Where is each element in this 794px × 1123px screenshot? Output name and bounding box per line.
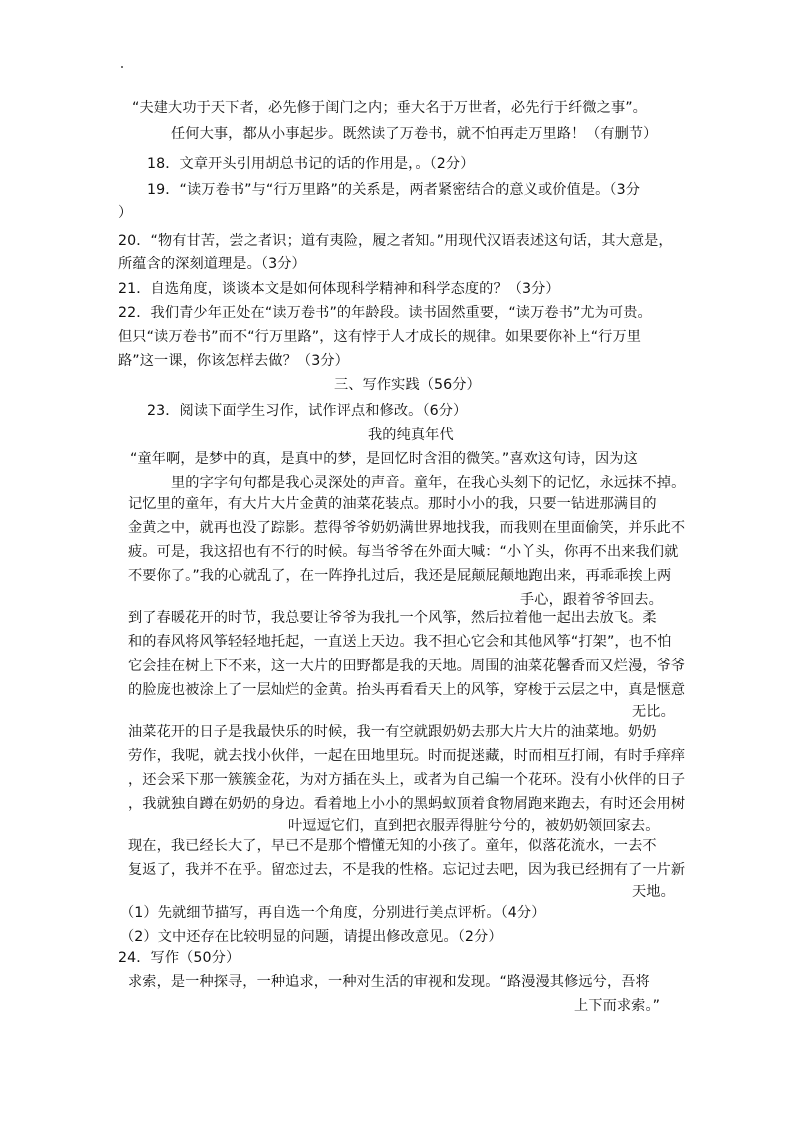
prompt-line: 上下而求索。” [574,998,661,1014]
text-line: 任何大事，都从小事起步。既然读了万卷书，就不怕再走万里路！ [171,126,586,142]
question-22-cont: 路”这一课，你该怎样去做？（3分） [118,353,349,369]
question-24: 24．写作（50分） [118,950,241,966]
essay-line: 和的春风将风筝轻轻地托起，一直送上天边。我不担心它会和其他风筝“打架”，也不怕 [128,634,672,650]
essay-line: 金黄之中，就再也没了踪影。惹得爷爷奶奶满世界地找我，而我则在里面偷笑，并乐此不 [128,520,686,536]
essay-line: 手心，跟着爷爷回去。 [520,592,663,608]
essay-line: 劳作，我呢，就去找小伙伴，一起在田地里玩。时而捉迷藏，时而相互打闹，有时手痒痒 [128,748,686,764]
essay-title: 我的纯真年代 [368,427,454,443]
essay-line: 记忆里的童年，有大片大片金黄的油菜花装点。那时小小的我，只要一钻进那满目的 [128,496,657,512]
essay-line: 现在，我已经长大了，早已不是那个懵懂无知的小孩了。童年，似落花流水，一去不 [128,838,657,854]
question-20: 20．“物有甘苦，尝之者识；道有夷险，履之者知。”用现代汉语表述这句话，其大意是， [118,233,673,249]
essay-line: “童年啊，是梦中的真，是真中的梦，是回忆时含泪的微笑。”喜欢这句诗，因为这 [130,451,638,467]
question-20-cont: 所蕴含的深刻道理是。（3分） [118,256,306,272]
question-23-part-1: （1）先就细节描写，再自选一个角度，分别进行美点评析。（4分） [120,905,546,921]
essay-line: ，还会采下那一簇簇金花，为对方插在头上，或者为自己编一个花环。没有小伙伴的日子 [128,772,686,788]
essay-line: 复返了，我并不在乎。留恋过去，不是我的性格。忘记过去吧，因为我已经拥有了一片新 [128,862,686,878]
question-19: 19．“读万卷书”与“行万里路”的关系是，两者紧密结合的意义或价值是。（3分 [147,182,640,198]
essay-line: 叶逗逗它们，直到把衣服弄得脏兮兮的，被奶奶领回家去。 [288,818,660,834]
essay-line: 到了春暖花开的时节，我总要让爷爷为我扎一个风筝，然后拉着他一起出去放飞。柔 [128,610,657,626]
source-note: （有删节） [586,126,658,142]
quote-line: “夫建大功于天下者，必先修于闺门之内；垂大名于万世者，必先行于纤微之事”。 [132,100,647,116]
essay-line: 疲。可是，我这招也有不行的时候。每当爷爷在外面大喊：“小丫头，你再不出来我们就 [128,544,679,560]
question-23-part-2: （2）文中还存在比较明显的问题，请提出修改意见。（2分） [120,929,503,945]
question-19-cont: ） [118,205,133,221]
essay-line: 不要你了。”我的心就乱了，在一阵挣扎过后，我还是屁颠屁颠地跑出来，再乖乖挨上两 [128,568,672,584]
corner-dot [121,66,123,68]
essay-line: 油菜花开的日子是我最快乐的时候，我一有空就跟奶奶去那大片大片的油菜地。奶奶 [128,724,657,740]
question-21: 21．自选角度，谈谈本文是如何体现科学精神和科学态度的？（3分） [118,281,560,297]
essay-line: 它会挂在树上下不来，这一大片的田野都是我的天地。周围的油菜花馨香而又烂漫，爷爷 [128,658,686,674]
essay-line: 里的字字句句都是我心灵深处的声音。童年，在我心头刻下的记忆，永远抹不掉。 [171,475,686,491]
essay-line: 无比。 [632,704,675,720]
essay-line: 的脸庞也被涂上了一层灿烂的金黄。抬头再看看天上的风筝，穿梭于云层之中，真是惬意 [128,682,686,698]
section-heading: 三、写作实践（56分） [334,377,481,393]
question-23: 23．阅读下面学生习作，试作评点和修改。（6分） [147,403,468,419]
question-22: 22．我们青少年正处在“读万卷书”的年龄段。读书固然重要，“读万卷书”尤为可贵。 [118,305,652,321]
question-18: 18．文章开头引用胡总书记的话的作用是，。（2分） [147,156,475,172]
essay-line: 天地。 [632,884,675,900]
question-22-cont: 但只“读万卷书”而不“行万里路”，这有悖于人才成长的规律。如果要你补上“行万里 [118,329,642,345]
essay-line: ，我就独自蹲在奶奶的身边。看着地上小小的黑蚂蚁顶着食物屑跑来跑去，有时还会用树 [128,796,686,812]
prompt-line: 求索，是一种探寻，一种追求，一种对生活的审视和发现。“路漫漫其修远兮，吾将 [128,974,650,990]
